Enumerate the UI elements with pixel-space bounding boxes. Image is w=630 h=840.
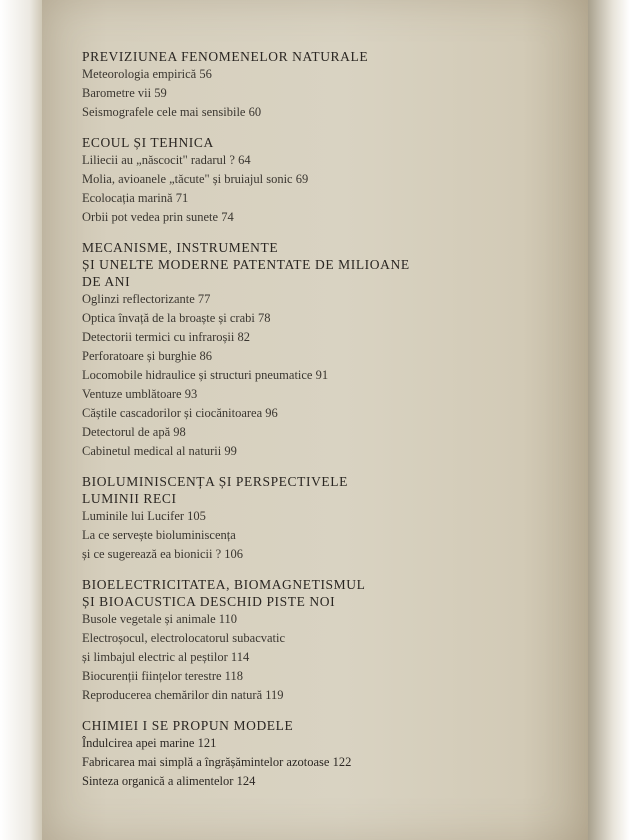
toc-entry: Reproducerea chemărilor din natură 119 <box>82 688 284 702</box>
section-heading: ECOUL ȘI TEHNICA <box>82 135 214 150</box>
toc-entry: Sinteza organică a alimentelor 124 <box>82 774 256 788</box>
toc-entry: Locomobile hidraulice și structuri pneumatice 91 <box>82 368 329 382</box>
toc-entry: Molia, avioanele „tăcute" și bruiajul sonic 69 <box>82 172 309 186</box>
toc-section <box>82 473 582 564</box>
book-gutter <box>0 0 42 840</box>
toc-entry: Seismografele cele mai sensibile 60 <box>82 105 262 119</box>
toc-section <box>82 134 582 227</box>
toc-entry: Luminile lui Lucifer 105 <box>82 509 206 523</box>
section-heading: CHIMIEI I SE PROPUN MODELE <box>82 718 294 733</box>
toc-entry: și ce sugerează ea bionicii ? 106 <box>82 547 244 561</box>
toc-section <box>82 239 582 461</box>
toc-entry: Busole vegetale și animale 110 <box>82 612 238 626</box>
toc-section <box>82 717 582 791</box>
toc-entry: Cabinetul medical al naturii 99 <box>82 444 237 458</box>
toc-entry: Meteorologia empirică 56 <box>82 67 212 81</box>
toc-entry: Perforatoare și burghie 86 <box>82 349 212 363</box>
toc-entry: Îndulcirea apei marine 121 <box>82 736 217 750</box>
page-edge <box>588 0 630 840</box>
toc-entry: Liliecii au „născocit" radarul ? 64 <box>82 153 251 167</box>
toc-entry: Electroșocul, electrolocatorul subacvatic <box>82 631 286 645</box>
toc-entry: Biocurenții ființelor terestre 118 <box>82 669 243 683</box>
section-heading: ȘI UNELTE MODERNE PATENTATE DE MILIOANE <box>82 257 410 272</box>
toc-section <box>82 576 582 705</box>
toc-entry: Detectorul de apă 98 <box>82 425 186 439</box>
toc-entry: și limbajul electric al peștilor 114 <box>82 650 250 664</box>
toc-section <box>82 48 582 122</box>
toc-entry: Barometre vii 59 <box>82 86 167 100</box>
toc-entry: Orbii pot vedea prin sunete 74 <box>82 210 234 224</box>
toc-entry: Ventuze umblătoare 93 <box>82 387 198 401</box>
section-heading: LUMINII RECI <box>82 491 177 506</box>
toc-entry: Oglinzi reflectorizante 77 <box>82 292 211 306</box>
toc-entry: Fabricarea mai simplă a îngrășămintelor azotoase 122 <box>82 755 352 769</box>
toc-entry: La ce servește bioluminiscența <box>82 528 236 542</box>
toc-entry: Optica învață de la broaște și crabi 78 <box>82 311 271 325</box>
section-heading: BIOELECTRICITATEA, BIOMAGNETISMUL <box>82 577 366 592</box>
section-heading: PREVIZIUNEA FENOMENELOR NATURALE <box>82 49 369 64</box>
section-heading: MECANISME, INSTRUMENTE <box>82 240 279 255</box>
toc-entry: Ecolocația marină 71 <box>82 191 189 205</box>
toc-entry: Căștile cascadorilor și ciocănitoarea 96 <box>82 406 278 420</box>
table-of-contents <box>82 48 582 803</box>
toc-entry: Detectorii termici cu infraroșii 82 <box>82 330 250 344</box>
section-heading: ȘI BIOACUSTICA DESCHID PISTE NOI <box>82 594 336 609</box>
section-heading: DE ANI <box>82 274 131 289</box>
section-heading: BIOLUMINISCENȚA ȘI PERSPECTIVELE <box>82 474 348 489</box>
